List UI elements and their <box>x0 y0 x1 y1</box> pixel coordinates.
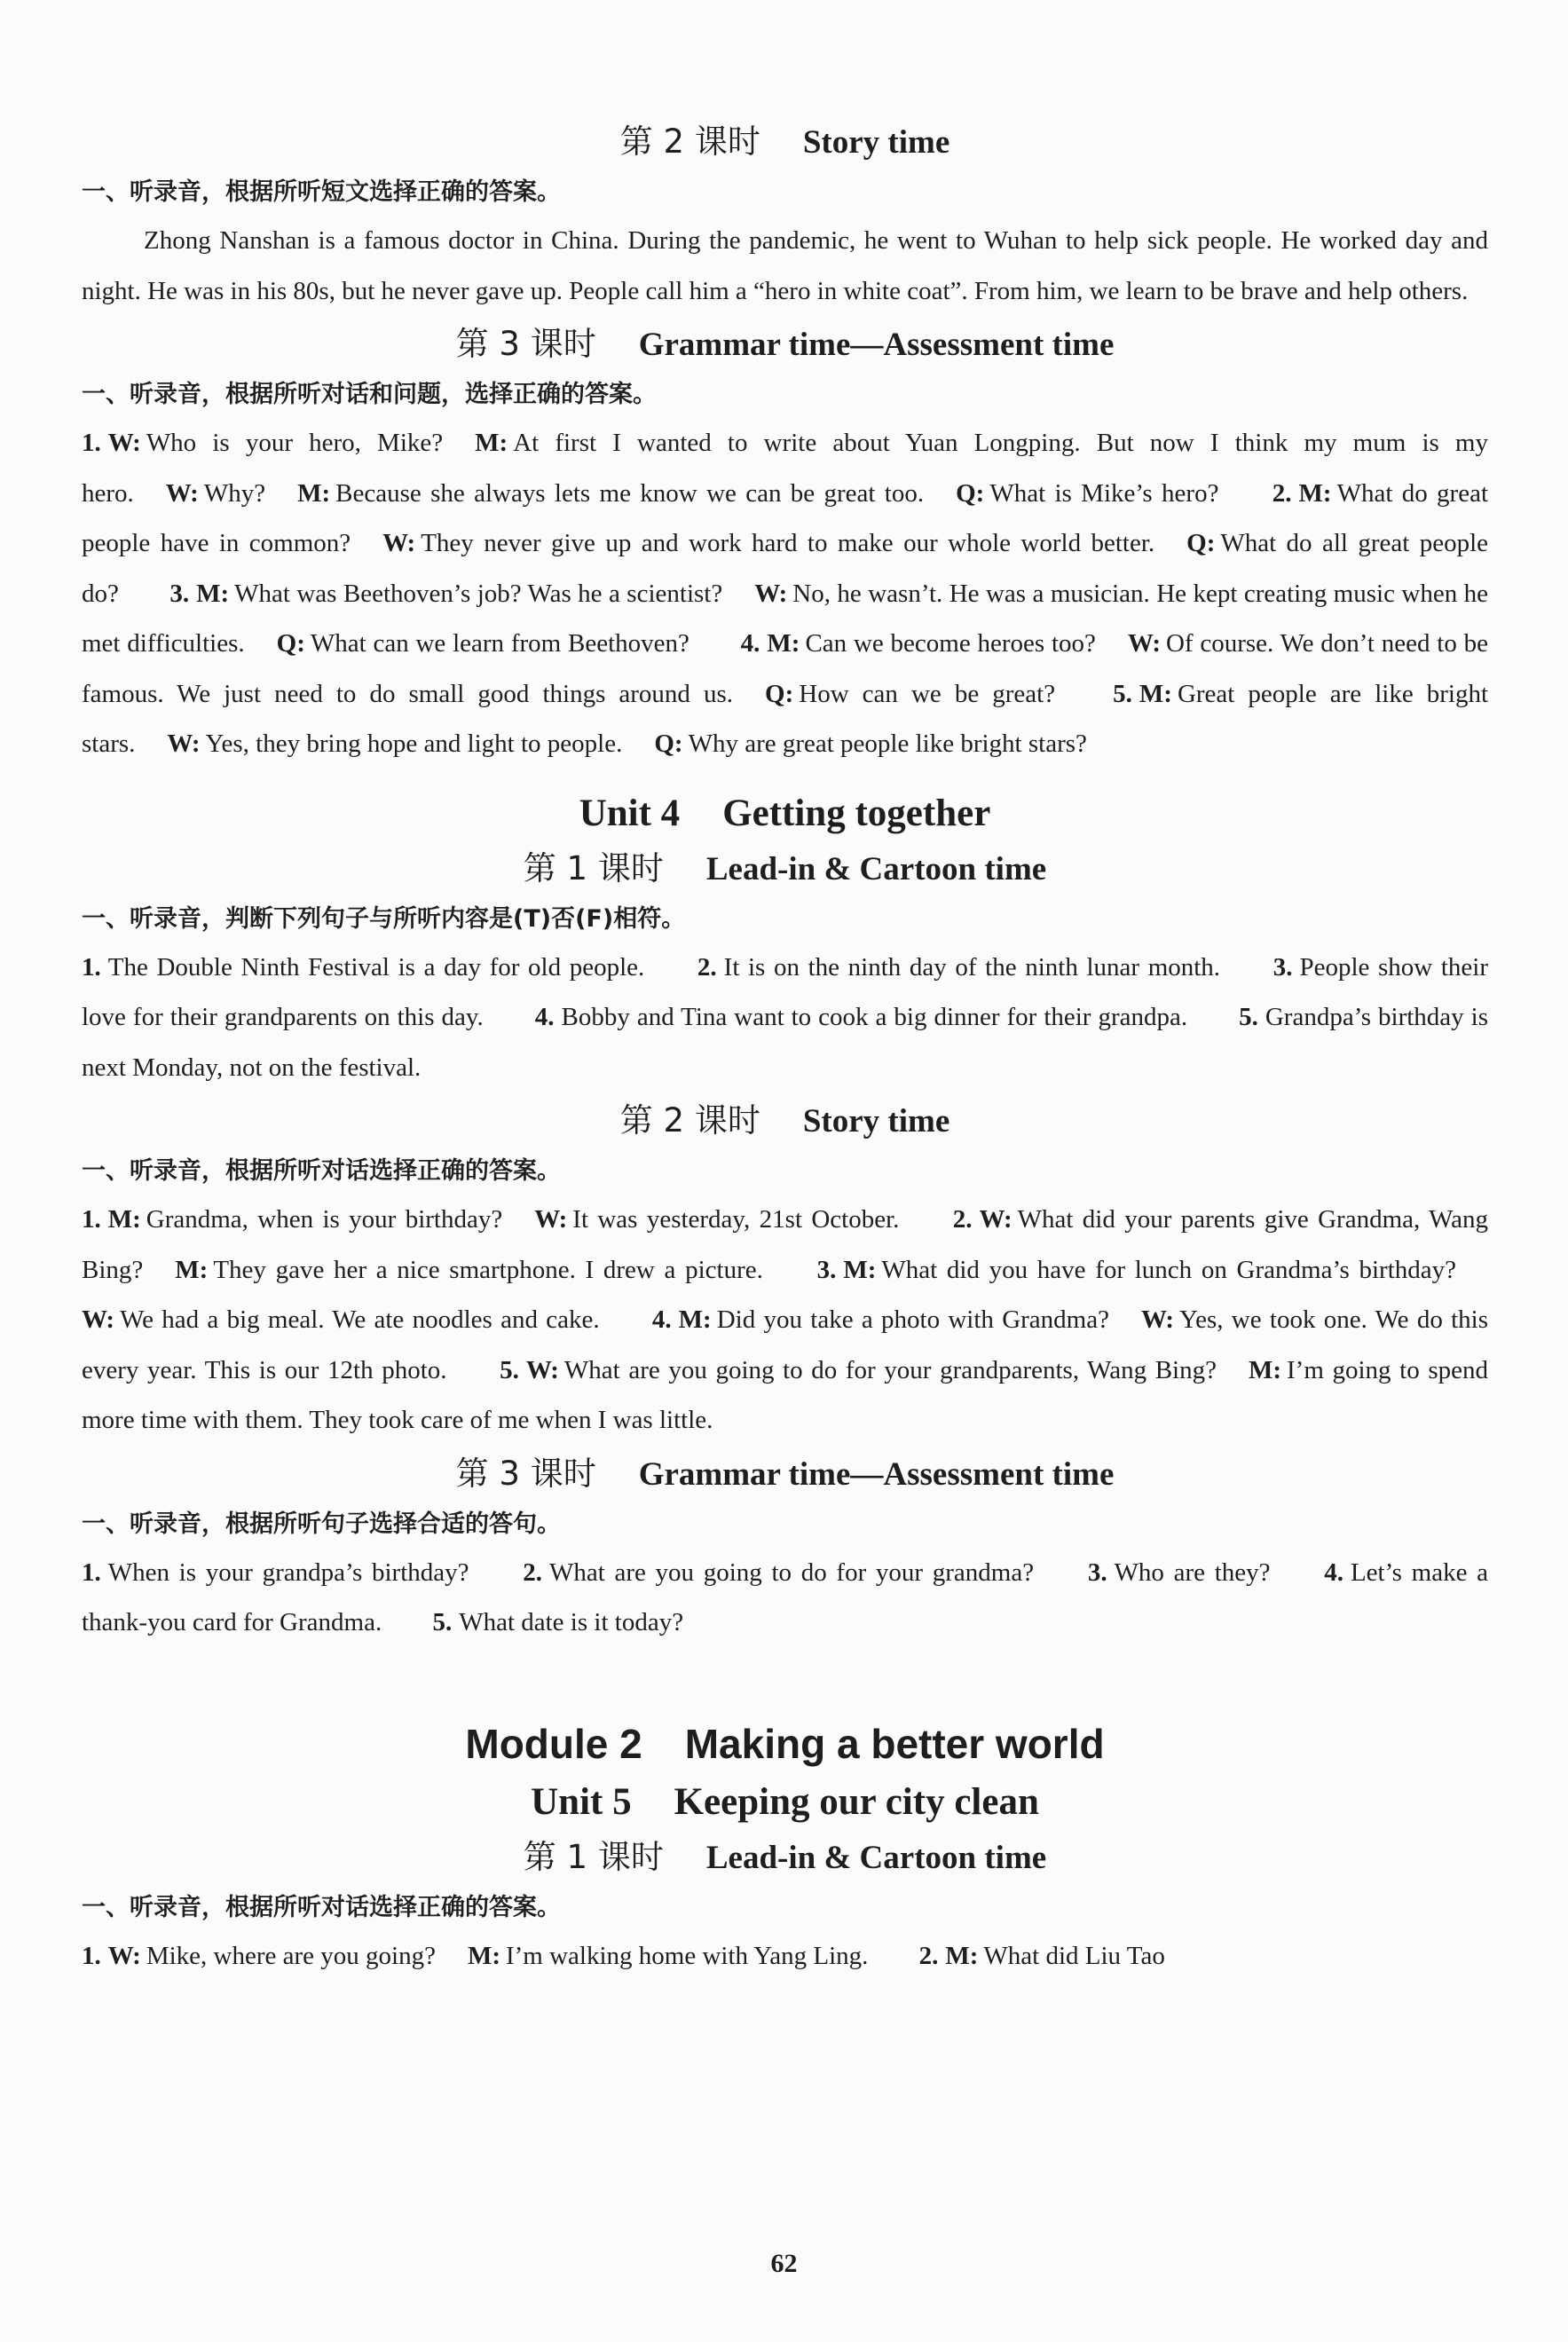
line-text: Bobby and Tina want to cook a big dinner for their grandpa. <box>561 1003 1188 1031</box>
line-text: Let’s make a thank-you card for Grandma. <box>82 1557 1489 1636</box>
item-number: 3. <box>1087 1557 1107 1587</box>
speaker-label: M: <box>297 478 331 508</box>
item-number: 2. <box>918 1941 939 1970</box>
line-text: What is Mike’s hero? <box>989 478 1219 508</box>
module-title: Making a better world <box>684 1720 1105 1767</box>
speaker-label: Q: <box>1186 529 1216 557</box>
line-text: We had a big meal. We ate noodles and cake. <box>120 1305 600 1334</box>
speaker-label: W: <box>107 429 141 457</box>
speaker-label: W: <box>107 1941 141 1970</box>
transcript-item <box>432 1608 689 1636</box>
line-text: Yes, they bring hope and light to people. <box>205 729 623 758</box>
line-text: What did Liu Tao <box>983 1941 1165 1970</box>
unit-number: Unit 5 <box>531 1780 632 1823</box>
item-number: 5. <box>1239 1003 1258 1031</box>
speaker-label: M: <box>196 579 230 608</box>
lesson-heading <box>82 121 1488 164</box>
line-text: Who are they? <box>1114 1557 1271 1587</box>
line-text: Why are great people like bright stars? <box>688 729 1087 758</box>
unit-heading <box>82 1778 1488 1827</box>
transcript-item <box>82 1205 904 1234</box>
unit-title: Getting together <box>722 792 991 834</box>
line-text: The Double Ninth Festival is a day for old people. <box>107 952 645 982</box>
item-number: 2. <box>1272 478 1292 508</box>
lesson-number: 第 3 课时 <box>455 1454 596 1493</box>
lesson-title: Lead-in & Cartoon time <box>705 1839 1047 1876</box>
line-text: Mike, where are you going? <box>146 1941 436 1970</box>
speaker-label: W: <box>534 1205 568 1234</box>
instruction: 一、听录音，根据所听句子选择合适的答句。 <box>82 1510 561 1538</box>
item-number: 5. <box>432 1608 453 1636</box>
page-number: 62 <box>770 2249 798 2278</box>
line-text: Why? <box>203 478 266 508</box>
lesson-heading <box>82 1100 1488 1143</box>
lesson-number: 第 1 课时 <box>523 848 664 887</box>
transcript-item <box>919 1942 1170 1970</box>
lesson-heading <box>82 848 1488 891</box>
speaker-label: M: <box>1248 1355 1282 1384</box>
speaker-label: M: <box>767 629 800 658</box>
line-text: It is on the ninth day of the ninth lunar month. <box>723 952 1221 982</box>
line-text: They never give up and work hard to make our whole world better. <box>421 529 1155 557</box>
line-text: What was Beethoven’s job? Was he a scientist? <box>234 579 723 608</box>
speaker-label: M: <box>107 1205 141 1234</box>
line-text: At first I wanted to write about Yuan Longping. But now I think my mum is my hero. <box>82 429 1488 508</box>
speaker-label: Q: <box>276 629 305 658</box>
line-text: Grandma, when is your birthday? <box>146 1205 503 1234</box>
lesson-number: 第 2 课时 <box>619 122 760 161</box>
line-text: What do great people have in common? <box>82 478 1489 557</box>
line-text: What are you going to do for your grandma? <box>548 1557 1035 1587</box>
item-number: 4. <box>651 1305 672 1334</box>
item-number: 1. <box>82 1205 101 1234</box>
lesson-title: Story time <box>802 1103 950 1139</box>
speaker-label: Q: <box>956 478 985 508</box>
line-text: What can we learn from Beethoven? <box>310 629 689 658</box>
line-text: Of course. We don’t need to be famous. We just need to do small good things around us. <box>82 629 1489 708</box>
transcript-item <box>697 953 1225 982</box>
lesson-number: 第 3 课时 <box>455 325 596 363</box>
speaker-label: W: <box>382 529 416 557</box>
item-number: 1. <box>82 1941 101 1970</box>
line-text: What are you going to do for your grandparents, Wang Bing? <box>563 1355 1217 1384</box>
transcript-item <box>82 953 650 982</box>
item-number: 3. <box>816 1255 837 1284</box>
speaker-label: W: <box>1140 1305 1175 1334</box>
unit-number: Unit 4 <box>579 792 681 834</box>
item-number: 1. <box>82 952 101 982</box>
transcript-paragraph <box>82 1931 1488 1982</box>
lesson-heading <box>82 1836 1488 1880</box>
line-text: Who is your hero, Mike? <box>146 429 444 457</box>
line-text: How can we be great? <box>799 679 1056 708</box>
line-text: Grandpa’s birthday is next Monday, not on the festival. <box>82 1003 1489 1082</box>
item-number: 4. <box>740 629 760 658</box>
lesson-title: Grammar time—Assessment time <box>638 1455 1115 1493</box>
item-number: 2. <box>697 952 717 982</box>
lesson-heading <box>82 1453 1488 1496</box>
speaker-label: W: <box>167 729 201 758</box>
unit-heading <box>82 789 1488 839</box>
speaker-label: M: <box>945 1941 979 1970</box>
module-number: Module 2 <box>465 1720 642 1767</box>
line-text: They gave her a nice smartphone. I drew a picture. <box>213 1255 763 1284</box>
speaker-label: M: <box>1139 679 1172 708</box>
item-number: 4. <box>1324 1557 1343 1587</box>
lesson-title: Grammar time—Assessment time <box>638 327 1115 363</box>
item-number: 1. <box>82 1557 101 1587</box>
speaker-label: W: <box>1127 629 1161 658</box>
item-number: 5. <box>500 1355 519 1384</box>
line-text: I’m walking home with Yang Ling. <box>505 1941 869 1970</box>
item-number: 4. <box>534 1003 555 1031</box>
unit-title: Keeping our city clean <box>674 1780 1039 1823</box>
transcript-item <box>1088 1558 1276 1587</box>
transcript-item <box>535 1003 1193 1031</box>
item-number: 1. <box>82 429 101 457</box>
module-heading <box>82 1717 1488 1770</box>
line-text: Great people are like bright stars. <box>82 679 1489 758</box>
item-number: 3. <box>1273 952 1293 982</box>
speaker-label: Q: <box>654 729 683 758</box>
speaker-label: M: <box>475 429 508 457</box>
speaker-label: M: <box>843 1255 877 1284</box>
item-number: 5. <box>1113 679 1132 708</box>
speaker-label: M: <box>467 1941 500 1970</box>
instruction: 一、听录音，根据所听对话选择正确的答案。 <box>82 1157 561 1185</box>
line-text: It was yesterday, 21st October. <box>572 1205 900 1234</box>
instruction: 一、听录音，根据所听对话选择正确的答案。 <box>82 1893 561 1921</box>
line-text: Yes, we took one. We do this every year. This is our 12th photo. <box>82 1305 1489 1384</box>
transcript-paragraph <box>82 1548 1488 1648</box>
speaker-label: W: <box>754 579 788 608</box>
line-text: Did you take a photo with Grandma? <box>716 1305 1109 1334</box>
transcript-paragraph <box>82 1195 1488 1446</box>
passage-paragraph: Zhong Nanshan is a famous doctor in China. During the pandemic, he went to Wuhan to help sick people. He worked day and night. He was in his 80s, but he never gave up. People call him a “hero in white coat”. From him, we learn to be brave and help others. <box>82 226 1488 305</box>
item-number: 2. <box>523 1557 542 1587</box>
line-text: No, he wasn’t. He was a musician. He kept creating music when he met difficulties. <box>82 579 1489 658</box>
transcript-paragraph <box>82 942 1488 1093</box>
speaker-label: W: <box>82 1305 115 1334</box>
line-text: I’m going to spend more time with them. They took care of me when I was little. <box>82 1355 1488 1434</box>
transcript-item <box>82 1942 873 1970</box>
lesson-number: 第 1 课时 <box>523 1837 664 1876</box>
item-number: 3. <box>169 579 190 608</box>
line-text: What date is it today? <box>459 1608 684 1636</box>
item-number: 2. <box>952 1205 973 1234</box>
instruction: 一、听录音，根据所听短文选择正确的答案。 <box>82 178 561 206</box>
line-text: What did you have for lunch on Grandma’s birthday? <box>881 1255 1457 1284</box>
line-text: Can we become heroes too? <box>805 629 1096 658</box>
transcript-item <box>82 1558 475 1587</box>
lesson-title: Lead-in & Cartoon time <box>705 850 1047 887</box>
page-content <box>82 114 1488 1981</box>
lesson-heading <box>82 323 1488 367</box>
transcript-item <box>523 1558 1039 1587</box>
speaker-label: W: <box>979 1205 1013 1234</box>
line-text: Because she always lets me know we can be great too. <box>335 478 925 508</box>
speaker-label: M: <box>678 1305 712 1334</box>
lesson-title: Story time <box>802 124 950 161</box>
speaker-label: W: <box>165 478 199 508</box>
speaker-label: W: <box>525 1355 559 1384</box>
line-text: People show their love for their grandparents on this day. <box>82 952 1489 1031</box>
instruction: 一、听录音，根据所听对话和问题，选择正确的答案。 <box>82 381 657 408</box>
line-text: When is your grandpa’s birthday? <box>107 1557 469 1587</box>
speaker-label: M: <box>175 1255 209 1284</box>
lesson-number: 第 2 课时 <box>619 1101 760 1139</box>
line-text: What do all great people do? <box>82 529 1488 608</box>
instruction: 一、听录音，判断下列句子与所听内容是(T)否(F)相符。 <box>82 904 686 933</box>
transcript-paragraph <box>82 418 1488 769</box>
speaker-label: Q: <box>765 679 794 708</box>
speaker-label: M: <box>1298 478 1332 508</box>
line-text: What did your parents give Grandma, Wang Bing? <box>82 1205 1489 1284</box>
